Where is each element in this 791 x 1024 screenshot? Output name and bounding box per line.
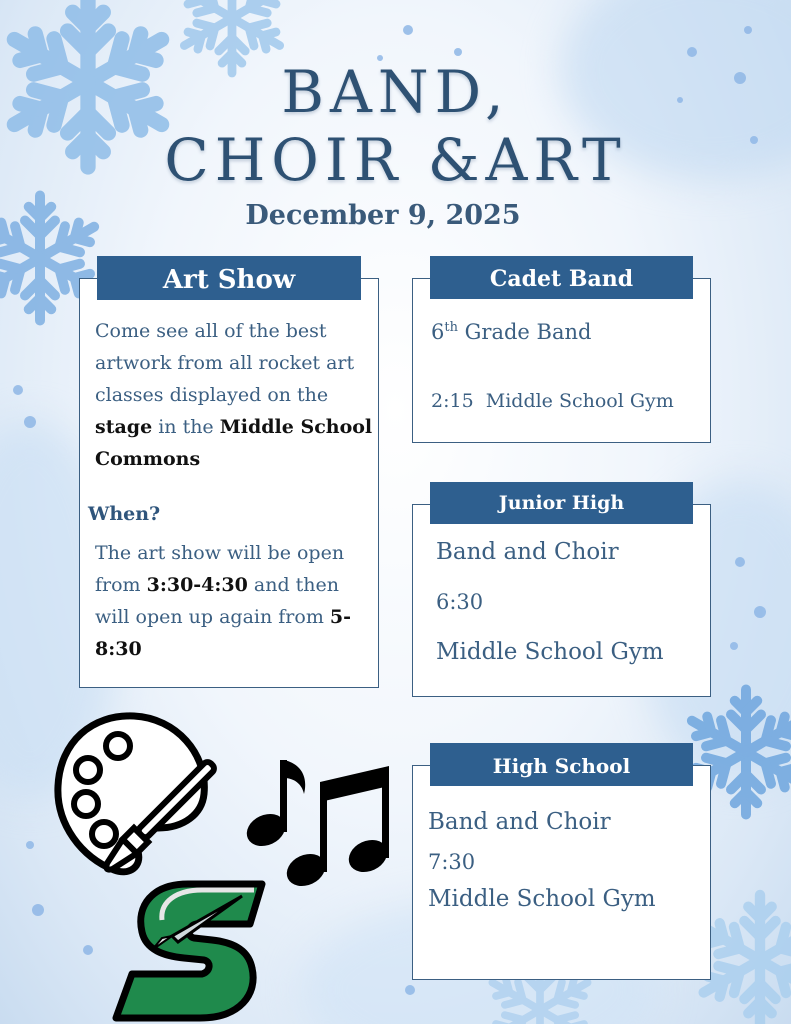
event-date: December 9, 2025 bbox=[245, 200, 521, 231]
junior-high-line-1: Band and Choir bbox=[436, 539, 619, 565]
art-show-description: Come see all of the best artwork from all rocket art classes displayed on the stage in the Middle School Commons bbox=[95, 320, 373, 470]
paintbrush-icon bbox=[88, 748, 228, 888]
cadet-band-grade: 6th Grade Band bbox=[431, 320, 592, 344]
cadet-band-time-location: 2:15 Middle School Gym bbox=[431, 390, 674, 412]
high-school-heading: High School bbox=[430, 743, 693, 786]
when-label: When? bbox=[88, 503, 161, 525]
junior-high-heading: Junior High bbox=[430, 482, 693, 524]
music-note-icon bbox=[244, 752, 404, 892]
rocket-s-logo bbox=[112, 876, 272, 1024]
high-school-line-1: Band and Choir bbox=[428, 809, 611, 835]
art-show-heading: Art Show bbox=[97, 256, 361, 300]
title-line-1: BAND, bbox=[281, 58, 510, 126]
high-school-time: 7:30 bbox=[428, 850, 476, 874]
art-show-hours: The art show will be open from 3:30-4:30 and then will open up again from 5-8:30 bbox=[95, 542, 351, 660]
high-school-location: Middle School Gym bbox=[428, 886, 656, 912]
cadet-band-card bbox=[412, 278, 711, 443]
junior-high-time: 6:30 bbox=[436, 590, 484, 614]
cadet-band-heading: Cadet Band bbox=[430, 256, 693, 299]
title-line-2: CHOIR &ART bbox=[164, 126, 627, 194]
junior-high-location: Middle School Gym bbox=[436, 639, 664, 665]
